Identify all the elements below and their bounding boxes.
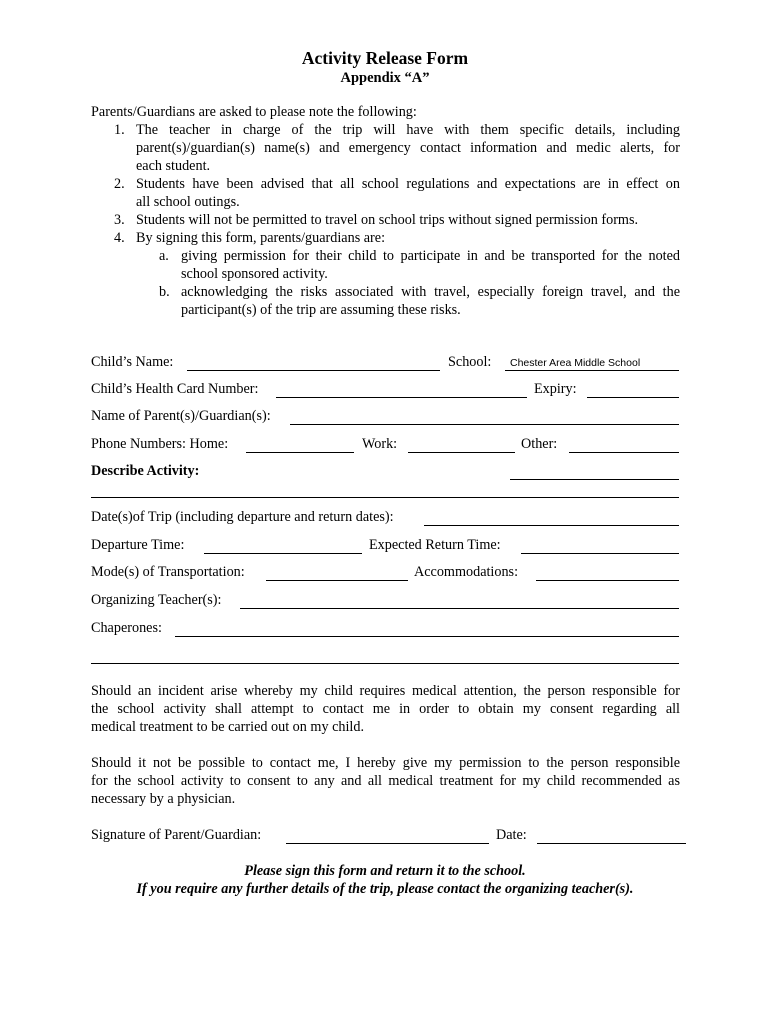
sublist-item-line: acknowledging the risks associated with travel, especially foreign travel, and the [181, 284, 680, 300]
school-value: Chester Area Middle School [510, 357, 641, 369]
transportation-field[interactable] [266, 580, 408, 581]
list-number: 2. [114, 176, 125, 192]
transportation-label: Mode(s) of Transportation: [91, 564, 245, 580]
organizing-teacher-label: Organizing Teacher(s): [91, 592, 222, 608]
list-item-line: By signing this form, parents/guardians are: [136, 230, 386, 246]
footer-contact-note: If you require any further details of the trip, please contact the organizing teacher(s). [136, 881, 634, 897]
list-item-line: all school outings. [136, 194, 240, 210]
describe-activity-field-line2[interactable] [91, 497, 679, 498]
list-number: 1. [114, 122, 125, 138]
date-field[interactable] [537, 843, 686, 844]
chaperones-field[interactable] [175, 636, 679, 637]
list-item-line: The teacher in charge of the trip will have with them specific details, including [136, 122, 680, 138]
phone-work-label: Work: [362, 436, 398, 452]
sublist-letter: b. [159, 284, 170, 300]
health-card-field[interactable] [276, 397, 527, 398]
sublist-letter: a. [159, 248, 169, 264]
signature-field[interactable] [286, 843, 489, 844]
chaperones-field-line2[interactable] [91, 663, 679, 664]
signature-label: Signature of Parent/Guardian: [91, 827, 262, 843]
sublist-item-line: giving permission for their child to participate in and be transported for the noted [181, 248, 680, 264]
expiry-field[interactable] [587, 397, 679, 398]
school-label: School: [448, 354, 492, 370]
child-name-field[interactable] [187, 370, 440, 371]
intro-text: Parents/Guardians are asked to please note the following: [91, 104, 417, 120]
parent-name-label: Name of Parent(s)/Guardian(s): [91, 408, 271, 424]
trip-dates-field[interactable] [424, 525, 679, 526]
consent-paragraph-line: medical treatment to be carried out on my child. [91, 719, 365, 735]
form-subtitle: Appendix “A” [340, 70, 430, 86]
list-number: 4. [114, 230, 125, 246]
child-name-label: Child’s Name: [91, 354, 174, 370]
date-label: Date: [496, 827, 527, 843]
departure-time-label: Departure Time: [91, 537, 185, 553]
sublist-item-line: school sponsored activity. [181, 266, 328, 282]
list-item-line: Students will not be permitted to travel on school trips without signed permission forms. [136, 212, 639, 228]
permission-paragraph-line: Should it not be possible to contact me, I hereby give my permission to the person responsible [91, 755, 680, 771]
phone-home-label: Phone Numbers: Home: [91, 436, 229, 452]
list-item-line: each student. [136, 158, 211, 174]
phone-other-label: Other: [521, 436, 558, 452]
return-time-field[interactable] [521, 553, 679, 554]
describe-activity-label: Describe Activity: [91, 463, 200, 479]
phone-home-field[interactable] [246, 452, 354, 453]
chaperones-label: Chaperones: [91, 620, 162, 636]
departure-time-field[interactable] [204, 553, 362, 554]
list-item-line: Students have been advised that all school regulations and expectations are in effect on [136, 176, 680, 192]
consent-paragraph-line: Should an incident arise whereby my child requires medical attention, the person responsible for [91, 683, 680, 699]
form-title: Activity Release Form [301, 48, 469, 68]
list-item-line: parent(s)/guardian(s) name(s) and emergency contact information and medic alerts, for [136, 140, 680, 156]
phone-work-field[interactable] [408, 452, 515, 453]
describe-activity-field[interactable] [510, 479, 679, 480]
parent-name-field[interactable] [290, 424, 679, 425]
phone-other-field[interactable] [569, 452, 679, 453]
permission-paragraph-line: necessary by a physician. [91, 791, 236, 807]
sublist-item-line: participant(s) of the trip are assuming these risks. [181, 302, 461, 318]
expiry-label: Expiry: [534, 381, 577, 397]
footer-instruction: Please sign this form and return it to the school. [244, 863, 526, 879]
consent-paragraph-line: the school activity shall attempt to contact me in order to obtain my consent regarding all [91, 701, 680, 717]
school-field[interactable] [505, 370, 679, 371]
health-card-label: Child’s Health Card Number: [91, 381, 259, 397]
return-time-label: Expected Return Time: [369, 537, 501, 553]
permission-paragraph-line: for the school activity to consent to any and all medical treatment for my child recommended as [91, 773, 680, 789]
accommodations-field[interactable] [536, 580, 679, 581]
trip-dates-label: Date(s)of Trip (including departure and return dates): [91, 509, 394, 525]
accommodations-label: Accommodations: [414, 564, 519, 580]
organizing-teacher-field[interactable] [240, 608, 679, 609]
list-number: 3. [114, 212, 125, 228]
